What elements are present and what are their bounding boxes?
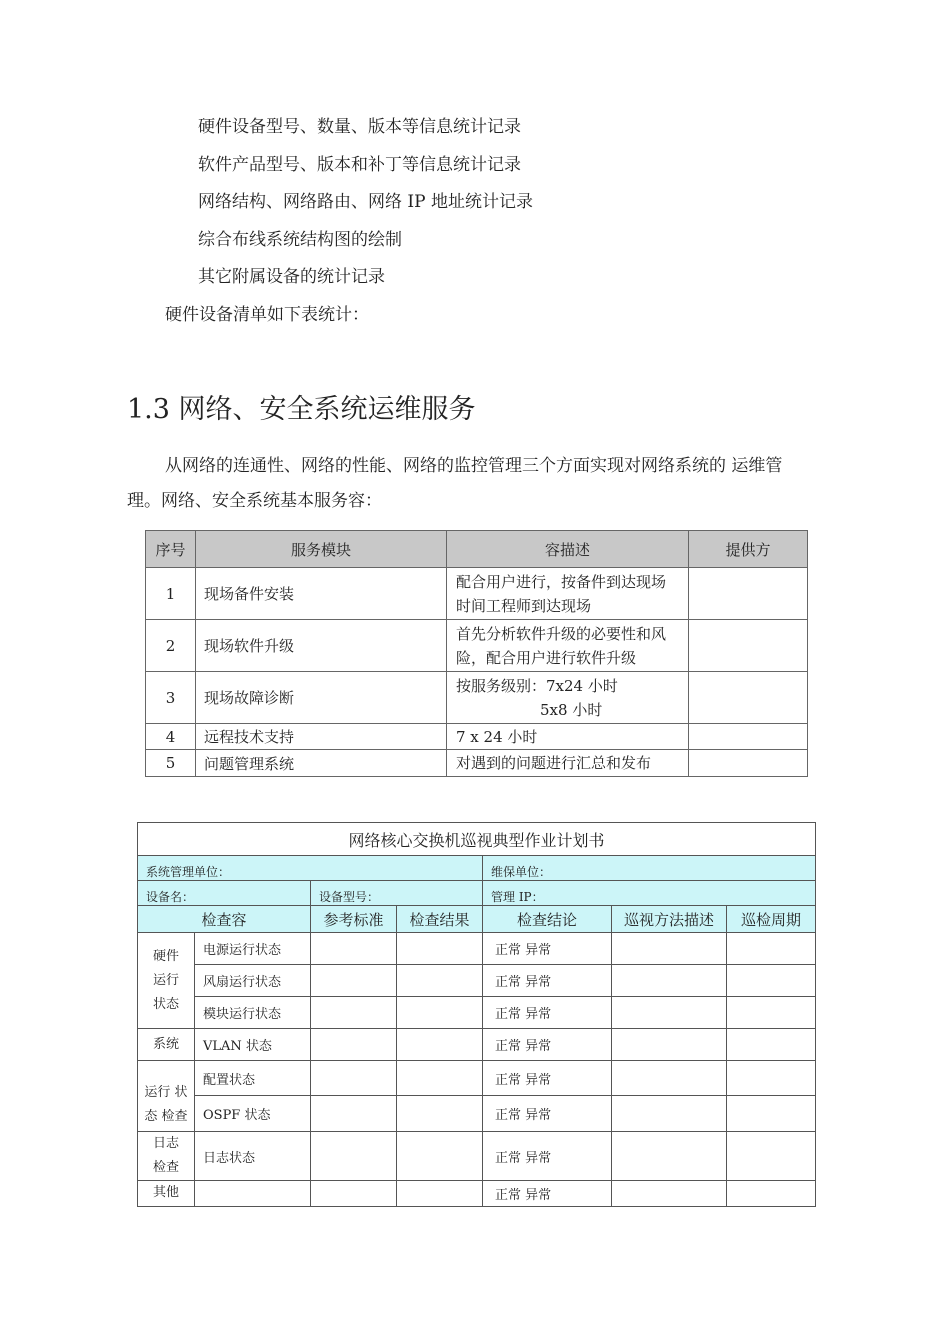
group-label-line: 态 检查 [144, 1109, 188, 1124]
description-line: 按服务级别：7x24 小时 [456, 676, 618, 695]
cycle-cell [727, 1181, 816, 1207]
unit-row [138, 856, 816, 881]
service-description: 7 x 24 小时 [447, 724, 689, 750]
header-cell: 巡视方法描述 [612, 906, 727, 933]
table-row [138, 1061, 816, 1096]
provider-cell [689, 750, 808, 777]
row-number: 5 [146, 750, 196, 777]
cycle-cell [727, 965, 816, 997]
provider-cell [689, 568, 808, 620]
intro-list-item: 综合布线系统结构图的绘制 [198, 230, 402, 250]
reference-standard-cell [311, 1096, 397, 1132]
service-module: 现场备件安装 [196, 568, 447, 620]
header-cell: 检查容 [138, 906, 311, 933]
inspection-plan-table [137, 822, 816, 1207]
group-label-line: 运行 状 [144, 1085, 188, 1100]
method-cell [612, 1132, 727, 1181]
provider-cell [689, 724, 808, 750]
result-cell [397, 1096, 483, 1132]
table-row [138, 1132, 816, 1181]
group-log-check [138, 1132, 195, 1181]
service-description [447, 672, 689, 724]
intro-list-item: 其它附属设备的统计记录 [198, 267, 385, 287]
row-number: 3 [146, 672, 196, 724]
section-paragraph-line: 从网络的连通性、网络的性能、网络的监控管理三个方面实现对网络系统的 运维管 [165, 456, 783, 476]
method-cell [612, 965, 727, 997]
row-number: 4 [146, 724, 196, 750]
intro-list-item: 硬件设备型号、数量、版本等信息统计记录 [198, 117, 521, 137]
header-cell: 序号 [146, 531, 196, 568]
result-cell [397, 1132, 483, 1181]
maintenance-unit-label: 维保单位： [483, 856, 816, 881]
device-model-label: 设备型号： [311, 881, 483, 906]
cycle-cell [727, 933, 816, 965]
system-unit-label: 系统管理单位： [138, 856, 483, 881]
device-name-label: 设备名： [138, 881, 311, 906]
table-row [146, 724, 808, 750]
management-ip-label: 管理 IP： [483, 881, 816, 906]
result-cell [397, 1181, 483, 1207]
header-cell: 巡检周期 [727, 906, 816, 933]
status-cell: 正常 异常 [483, 1061, 612, 1096]
intro-list-item: 软件产品型号、版本和补丁等信息统计记录 [198, 155, 521, 175]
method-cell [612, 1029, 727, 1061]
group-label-line: 日志 [152, 1136, 179, 1151]
table-row [138, 997, 816, 1029]
inspection-item: 配置状态 [195, 1061, 311, 1096]
method-cell [612, 933, 727, 965]
header-cell: 检查结果 [397, 906, 483, 933]
status-cell: 正常 异常 [483, 997, 612, 1029]
status-cell: 正常 异常 [483, 1181, 612, 1207]
table-row [138, 1181, 816, 1207]
device-row [138, 881, 816, 906]
row-number: 2 [146, 620, 196, 672]
plan-title: 网络核心交换机巡视典型作业计划书 [138, 823, 816, 856]
inspection-header-row [138, 906, 816, 933]
reference-standard-cell [311, 1132, 397, 1181]
intro-list-item: 网络结构、网络路由、网络 IP 地址统计记录 [198, 192, 533, 212]
description-line: 险，配合用户进行软件升级 [456, 648, 637, 667]
cycle-cell [727, 1029, 816, 1061]
service-module: 远程技术支持 [196, 724, 447, 750]
status-cell: 正常 异常 [483, 933, 612, 965]
header-cell: 容描述 [447, 531, 689, 568]
status-cell: 正常 异常 [483, 1096, 612, 1132]
service-table-header [146, 531, 808, 568]
service-description [447, 620, 689, 672]
service-module: 问题管理系统 [196, 750, 447, 777]
method-cell [612, 1061, 727, 1096]
reference-standard-cell [311, 933, 397, 965]
reference-standard-cell [311, 1029, 397, 1061]
inspection-item: 风扇运行状态 [195, 965, 311, 997]
result-cell [397, 933, 483, 965]
result-cell [397, 965, 483, 997]
table-row [146, 620, 808, 672]
inspection-item: VLAN 状态 [195, 1029, 311, 1061]
method-cell [612, 997, 727, 1029]
reference-standard-cell [311, 1181, 397, 1207]
description-line: 5x8 小时 [540, 700, 603, 719]
group-runtime-check [138, 1061, 195, 1132]
header-cell: 服务模块 [196, 531, 447, 568]
service-table [145, 530, 808, 777]
row-number: 1 [146, 568, 196, 620]
header-cell: 检查结论 [483, 906, 612, 933]
cycle-cell [727, 1096, 816, 1132]
status-cell: 正常 异常 [483, 1029, 612, 1061]
section-paragraph-line: 理。网络、安全系统基本服务容： [127, 491, 382, 511]
inspection-item [195, 1181, 311, 1207]
group-hardware [138, 933, 195, 1029]
group-other: 其他 [138, 1181, 195, 1207]
header-cell: 提供方 [689, 531, 808, 568]
table-row [146, 750, 808, 777]
service-module: 现场软件升级 [196, 620, 447, 672]
inspection-item: 日志状态 [195, 1132, 311, 1181]
provider-cell [689, 620, 808, 672]
group-label-line: 检查 [152, 1160, 179, 1175]
group-label-line: 状态 [152, 996, 179, 1012]
table-row [146, 672, 808, 724]
group-label-line: 运行 [152, 972, 179, 988]
table-row [138, 1029, 816, 1061]
group-system: 系统 [138, 1029, 195, 1061]
hardware-list-line: 硬件设备清单如下表统计： [165, 305, 369, 325]
group-label-line: 硬件 [152, 948, 179, 964]
result-cell [397, 1061, 483, 1096]
cycle-cell [727, 1132, 816, 1181]
provider-cell [689, 672, 808, 724]
cycle-cell [727, 997, 816, 1029]
table-row [138, 965, 816, 997]
service-description: 对遇到的问题进行汇总和发布 [447, 750, 689, 777]
section-heading: 1.3 网络、安全系统运维服务 [127, 394, 476, 425]
plan-title-row [138, 823, 816, 856]
reference-standard-cell [311, 965, 397, 997]
status-cell: 正常 异常 [483, 965, 612, 997]
service-description [447, 568, 689, 620]
description-line: 配合用户进行，按备件到达现场 [456, 572, 667, 591]
method-cell [612, 1181, 727, 1207]
reference-standard-cell [311, 997, 397, 1029]
method-cell [612, 1096, 727, 1132]
table-row [138, 933, 816, 965]
description-line: 时间工程师到达现场 [456, 596, 592, 615]
cycle-cell [727, 1061, 816, 1096]
reference-standard-cell [311, 1061, 397, 1096]
result-cell [397, 997, 483, 1029]
result-cell [397, 1029, 483, 1061]
inspection-item: 电源运行状态 [195, 933, 311, 965]
inspection-item: OSPF 状态 [195, 1096, 311, 1132]
description-line: 首先分析软件升级的必要性和风 [456, 624, 667, 643]
service-module: 现场故障诊断 [196, 672, 447, 724]
status-cell: 正常 异常 [483, 1132, 612, 1181]
inspection-item: 模块运行状态 [195, 997, 311, 1029]
table-row [146, 568, 808, 620]
header-cell: 参考标准 [311, 906, 397, 933]
table-row [138, 1096, 816, 1132]
